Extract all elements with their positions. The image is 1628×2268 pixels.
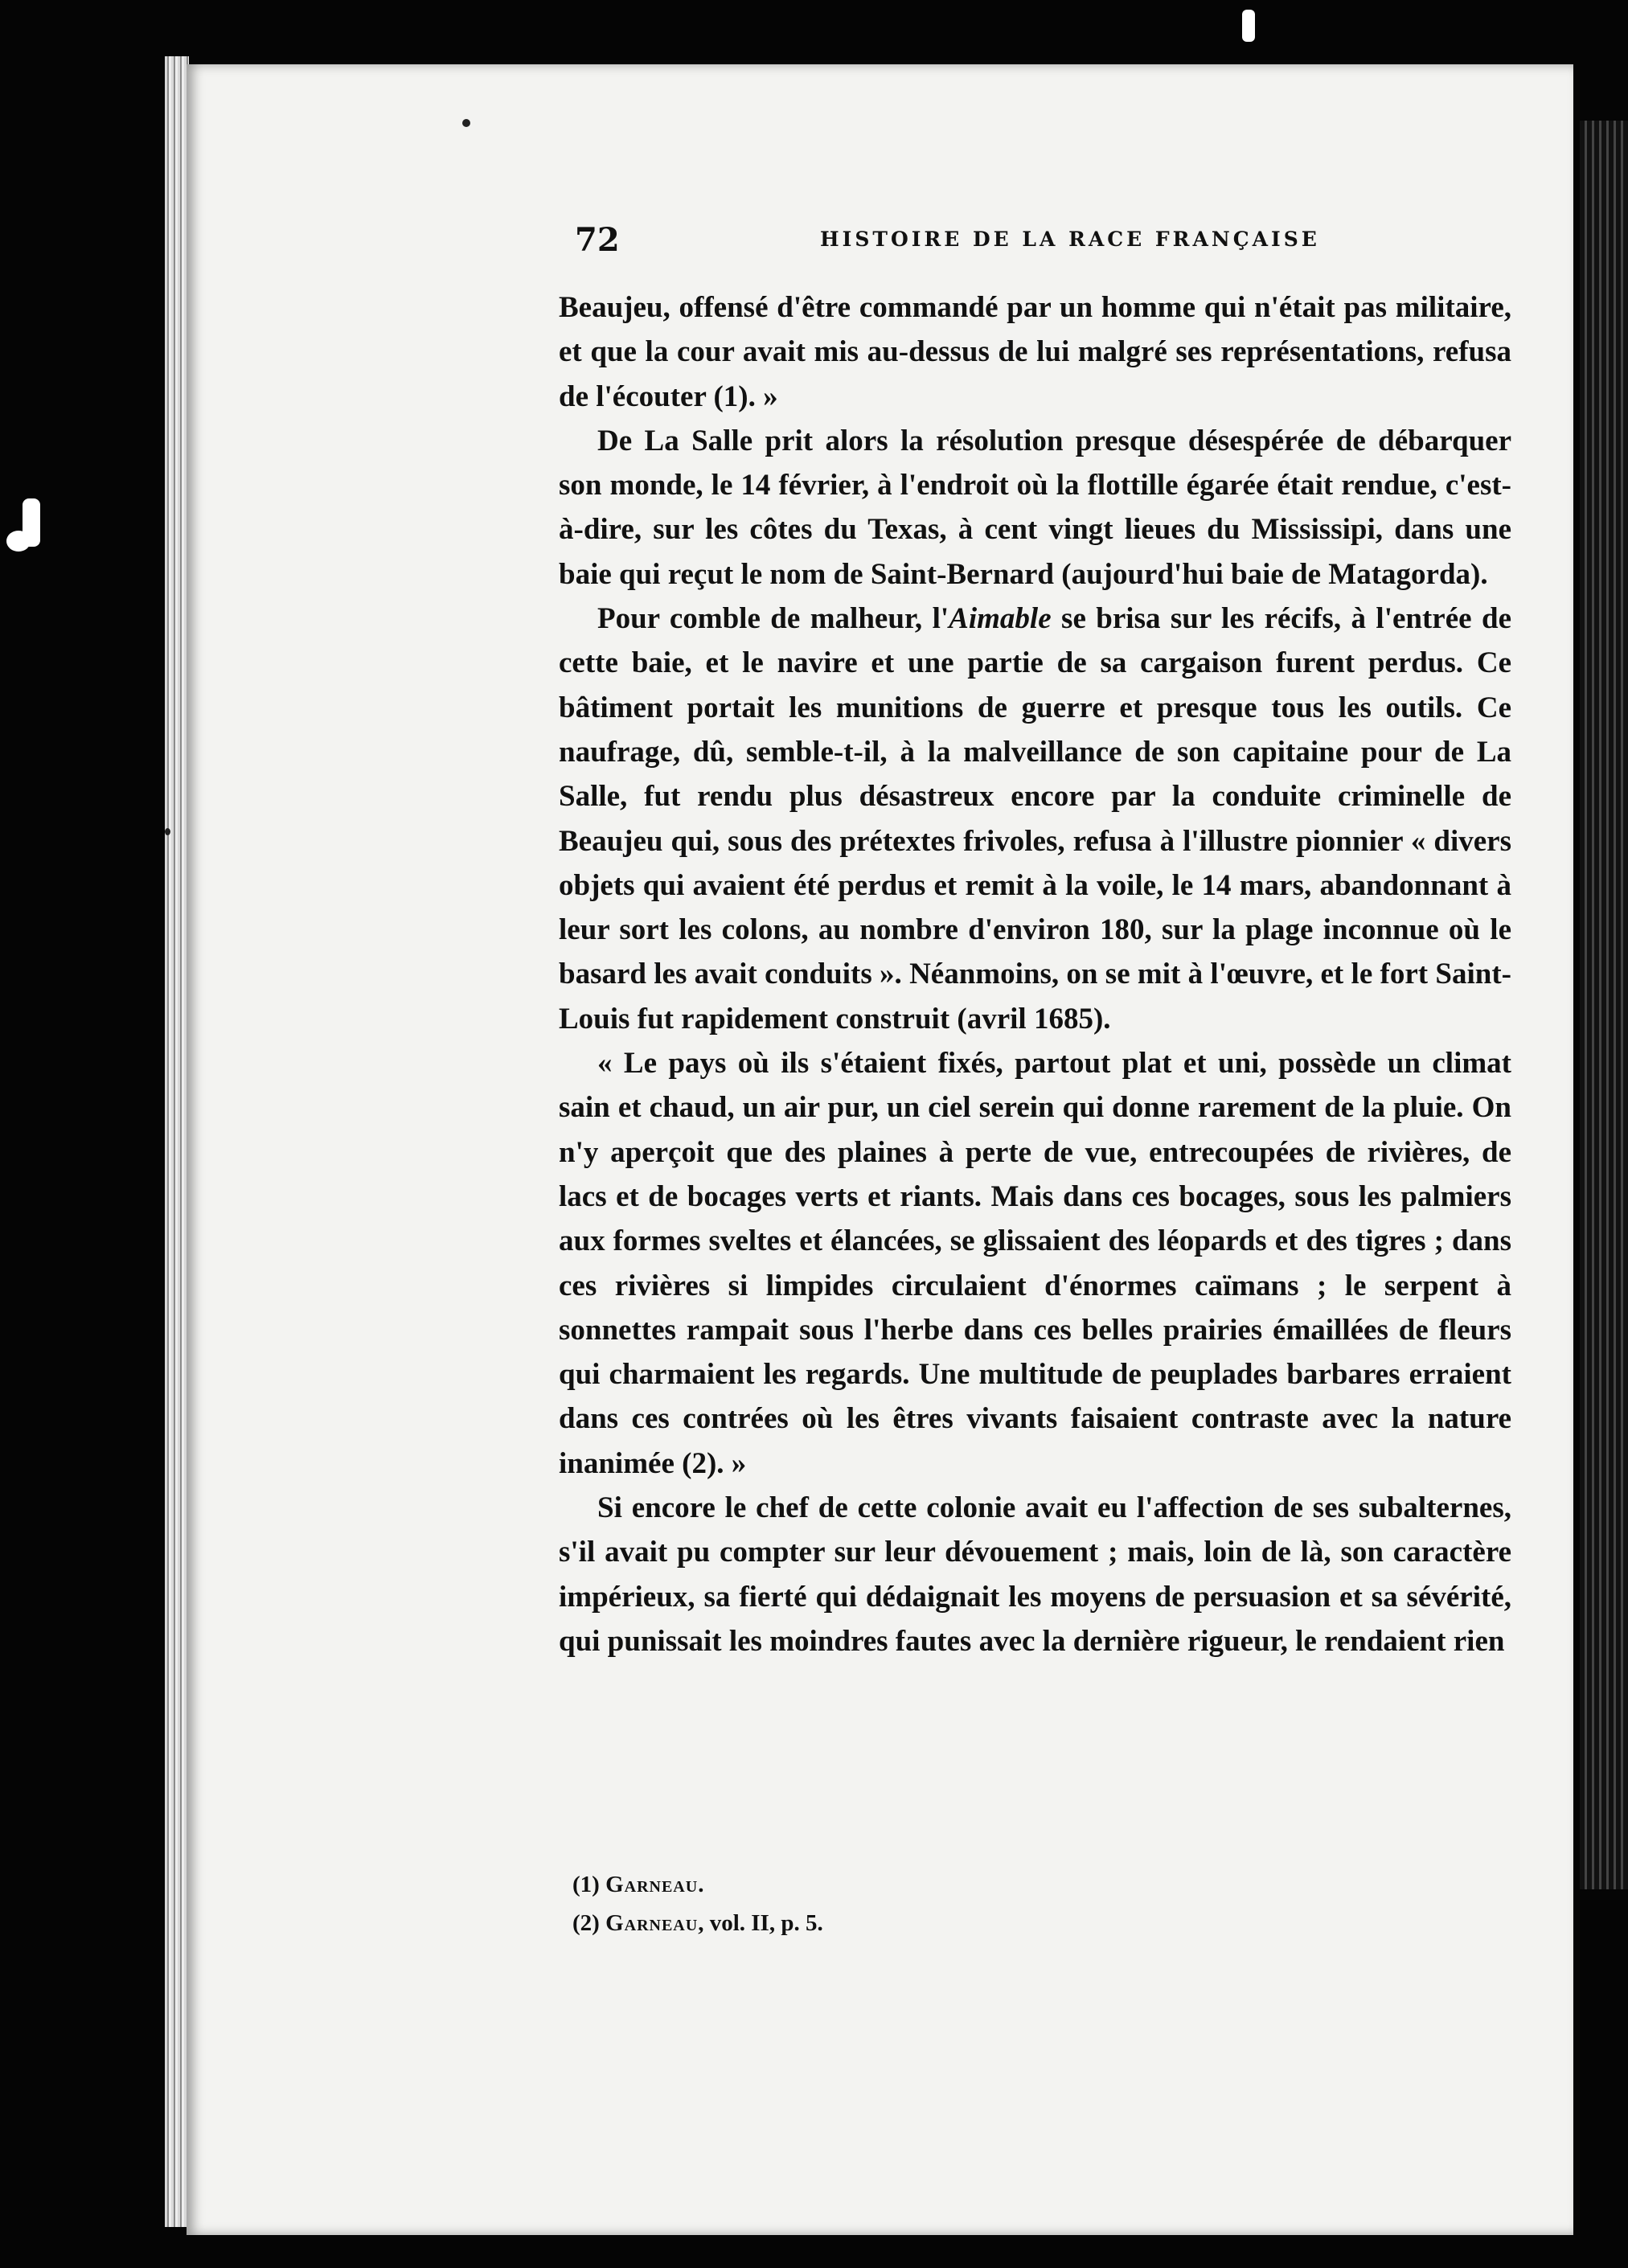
footnote-marker: (2) [572,1910,600,1936]
footnote-author: Garneau [605,1872,699,1897]
footnote-marker: (1) [572,1872,600,1897]
ink-spot [165,828,170,835]
footnote-2 [572,1904,823,1942]
paragraph: Si encore le chef de cette colonie avait eu l'affection de ses subalternes, s'il avait pu compter sur leur dévouement ; mais, loin de là, son caractère impérieux, sa fierté qui dédaignait les moyens de persuasion et sa sévérité, qui punissait les moindres fautes avec la dernière rigueur, le rendaient rien [559,1491,1511,1658]
paragraph-text: Pour comble de malheur, l' [597,602,949,636]
paragraph: Beaujeu, offensé d'être commandé par un homme qui n'était pas militaire, et que la cour avait mis au-dessus de lui malgré ses représentations, refusa de l'écouter (1). » [559,291,1511,413]
scan-artifact [6,531,31,552]
footnote-rest: , vol. II, p. 5. [698,1910,823,1936]
paragraph-text: se brisa sur les récifs, à l'entrée de cette baie, et le navire et une partie de sa cargaison furent perdus. Ce bâtiment portait les munitions de guerre et presque tous les outils. Ce naufrage, dû, semble-t-il, à la malveillance de son capitaine pour de La Salle, fut rendu plus désastreux encore par la conduite criminelle de Beaujeu qui, sous des prétextes frivoles, refusa à l'illustre pionnier « divers objets qui avaient été perdus et remit à la voile, le 14 mars, abandonnant à leur sort les colons, au nombre d'environ 180, sur la plage inconnue où le basard les avait conduits ». Néanmoins, on se mit à l'œuvre, et le fort Saint-Louis fut rapidement construit (avril 1685). [559,602,1511,1036]
footnote-1 [572,1865,823,1904]
footnote-author: Garneau [605,1910,699,1936]
scan-artifact [1242,10,1255,42]
ship-name: Aimable [949,602,1052,636]
page-number: 72 [575,221,620,259]
page-edges [165,56,189,2227]
paragraph [559,597,1511,1041]
body-text [559,285,1511,1663]
footnotes [572,1865,823,1942]
page-title: HISTOIRE DE LA RACE FRANÇAISE [820,228,1320,251]
paragraph: « Le pays où ils s'étaient fixés, partout plat et uni, possède un climat sain et chaud, un air pur, un ciel serein qui donne rarement de la pluie. On n'y aperçoit que des plaines à perte de vue, entrecoupées de rivières, de lacs et de bocages verts et riants. Mais dans ces bocages, sous les palmiers aux formes sveltes et élancées, se glissaient des léopards et des tigres ; dans ces rivières si limpides circulaient d'énormes caïmans ; le serpent à sonnettes rampait sous l'herbe dans ces belles prairies émaillées de fleurs qui charmaient les regards. Une multitude de peuplades barbares erraient dans ces contrées où les êtres vivants faisaient contraste avec la nature inanimée (2). » [559,1047,1511,1480]
book-spine [1580,121,1628,1889]
paragraph: De La Salle prit alors la résolution presque désespérée de débarquer son monde, le 14 février, à l'endroit où la flottille égarée était rendue, c'est-à-dire, sur les côtes du Texas, à cent vingt lieues du Mississipi, dans une baie qui reçut le nom de Saint-Bernard (aujourd'hui baie de Matagorda). [559,424,1511,591]
running-head [575,221,1507,269]
ink-spot [462,119,470,127]
footnote-rest: . [698,1872,704,1897]
